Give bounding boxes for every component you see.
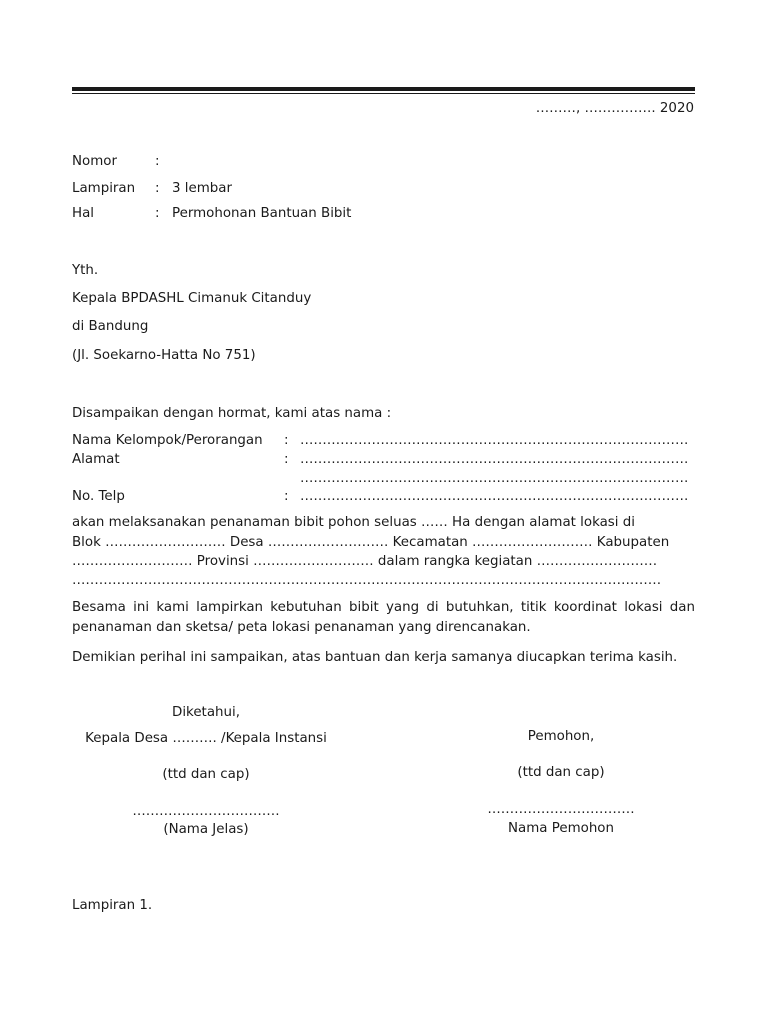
recipient-line-3: (Jl. Soekarno-Hatta No 751) (72, 348, 256, 363)
left-signer-name: (Nama Jelas) (163, 822, 249, 837)
attachment-heading: Lampiran 1. (72, 898, 153, 913)
right-signer-name: Nama Pemohon (508, 821, 614, 836)
lampiran-colon: : (155, 181, 160, 196)
date-line: ………, ……………. 2020 (535, 101, 694, 116)
telp-label: No. Telp (72, 489, 125, 504)
lampiran-label: Lampiran (72, 181, 136, 196)
right-stamp-note: (ttd dan cap) (517, 765, 605, 780)
nama-dots: …………………………………………………………………………… (300, 433, 689, 448)
right-signature-dots: …………………………… (487, 802, 635, 817)
left-signer-title: Kepala Desa ………. /Kepala Instansi (85, 731, 327, 746)
body-p1-line-1: akan melaksanakan penanaman bibit pohon seluas …… Ha dengan alamat lokasi di (72, 515, 635, 530)
body-p1-line-4: …………………………………………………………………………………………………………………… (72, 573, 662, 588)
left-signature-dots: …………………………… (132, 804, 280, 819)
nama-label: Nama Kelompok/Perorangan (72, 433, 263, 448)
hal-value: Permohonan Bantuan Bibit (172, 206, 352, 221)
left-stamp-note: (ttd dan cap) (162, 767, 250, 782)
alamat-dots: …………………………………………………………………………… (300, 452, 689, 467)
alamat-dots-2: …………………………………………………………………………… (300, 471, 689, 486)
header-rule-thick (72, 87, 695, 91)
lampiran-value: 3 lembar (172, 181, 232, 196)
salutation: Yth. (72, 263, 99, 278)
alamat-colon: : (284, 452, 289, 467)
body-paragraph-2: Besama ini kami lampirkan kebutuhan bibit yang di butuhkan, titik koordinat lokasi dan penanaman dan sketsa/ peta lokasi penanaman yang direncanakan. (72, 600, 695, 635)
applicant-title: Pemohon, (527, 729, 595, 744)
recipient-line-2: di Bandung (72, 319, 149, 334)
intro-text: Disampaikan dengan hormat, kami atas nama : (72, 406, 392, 421)
telp-colon: : (284, 489, 289, 504)
nomor-label: Nomor (72, 154, 117, 169)
nomor-colon: : (155, 154, 160, 169)
nama-colon: : (284, 433, 289, 448)
alamat-label: Alamat (72, 452, 120, 467)
hal-colon: : (155, 206, 160, 221)
telp-dots: …………………………………………………………………………… (300, 489, 689, 504)
hal-label: Hal (72, 206, 94, 221)
body-p1-line-3: ……………………… Provinsi ……………………… dalam rangka kegiatan ……………………… (72, 554, 658, 569)
body-p1-line-2: Blok ……………………… Desa ……………………… Kecamatan ……………………… Kabupaten (72, 535, 670, 550)
known-label: Diketahui, (172, 705, 240, 720)
recipient-line-1: Kepala BPDASHL Cimanuk Citanduy (72, 291, 312, 306)
body-paragraph-3: Demikian perihal ini sampaikan, atas bantuan dan kerja samanya diucapkan terima kasih. (72, 650, 678, 665)
header-rule-thin (72, 93, 695, 94)
